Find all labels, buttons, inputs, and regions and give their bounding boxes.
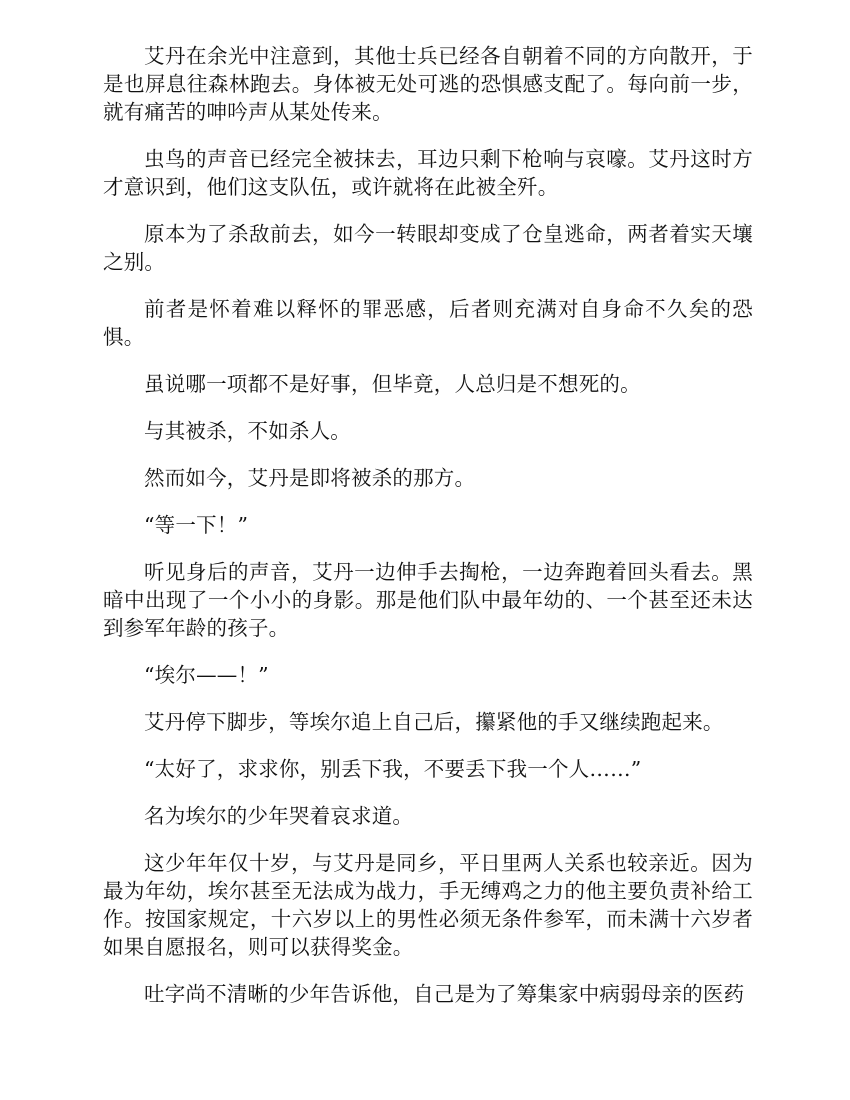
paragraph: 艾丹在余光中注意到，其他士兵已经各自朝着不同的方向散开，于是也屏息往森林跑去。身体被无处可逃的恐惧感支配了。每向前一步，就有痛苦的呻吟声从某处传来。 xyxy=(103,44,753,124)
document-page xyxy=(103,0,753,1100)
dialogue-line: “埃尔——！” xyxy=(144,663,269,687)
paragraph: 听见身后的声音，艾丹一边伸手去掏枪，一边奔跑着回头看去。黑暗中出现了一个小小的身影。那是他们队中最年幼的、一个甚至还未达到参军年龄的孩子。 xyxy=(103,560,753,640)
paragraph: 原本为了杀敌前去，如今一转眼却变成了仓皇逃命，两者着实天壤之别。 xyxy=(103,222,753,274)
dialogue-line: “等一下！” xyxy=(144,513,249,537)
paragraph: 艾丹停下脚步，等埃尔追上自己后，攥紧他的手又继续跑起来。 xyxy=(144,710,724,734)
paragraph: 吐字尚不清晰的少年告诉他，自己是为了筹集家中病弱母亲的医药 xyxy=(144,982,745,1006)
dialogue-line: “太好了，求求你，别丢下我，不要丢下我一个人……” xyxy=(144,757,642,781)
paragraph: 虽说哪一项都不是好事，但毕竟，人总归是不想死的。 xyxy=(144,372,641,396)
paragraph: 与其被杀，不如杀人。 xyxy=(144,419,351,443)
paragraph: 这少年年仅十岁，与艾丹是同乡，平日里两人关系也较亲近。因为最为年幼，埃尔甚至无法成为战力，手无缚鸡之力的他主要负责补给工作。按国家规定，十六岁以上的男性必须无条件参军，而未满十六岁者如果自愿报名，则可以获得奖金。 xyxy=(103,851,753,959)
paragraph: 名为埃尔的少年哭着哀求道。 xyxy=(144,804,414,828)
paragraph: 虫鸟的声音已经完全被抹去，耳边只剩下枪响与哀嚎。艾丹这时方才意识到，他们这支队伍，或许就将在此被全歼。 xyxy=(103,147,753,199)
paragraph: 前者是怀着难以释怀的罪恶感，后者则充满对自身命不久矣的恐惧。 xyxy=(103,297,753,349)
paragraph: 然而如今，艾丹是即将被杀的那方。 xyxy=(144,466,476,490)
